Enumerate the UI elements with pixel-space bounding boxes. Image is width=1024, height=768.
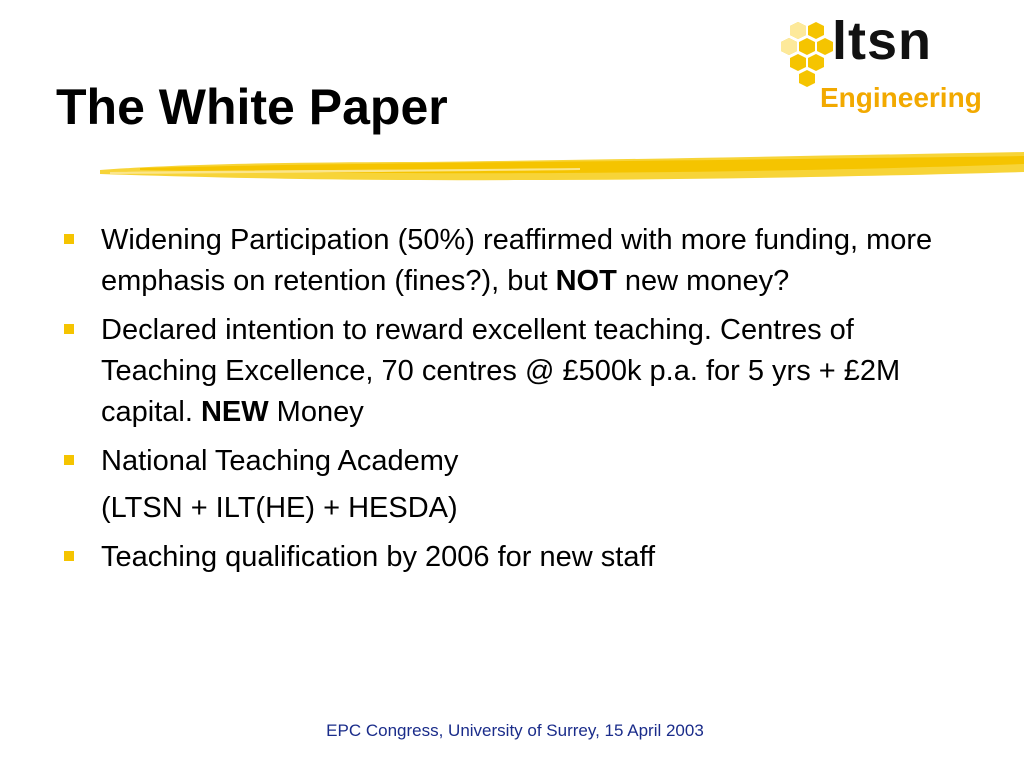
bullet-text: Teaching qualification by 2006 for new staff bbox=[101, 541, 656, 573]
bullet-emphasis: NEW bbox=[200, 396, 269, 428]
bullet-emphasis: NOT bbox=[555, 265, 617, 297]
slide-title: The White Paper bbox=[56, 79, 448, 135]
bullet-marker-icon bbox=[64, 324, 74, 334]
ltsn-engineering-logo bbox=[780, 11, 1010, 122]
bullet-text: new money? bbox=[616, 265, 790, 297]
bullet-item bbox=[62, 441, 962, 482]
bullet-marker-icon bbox=[64, 551, 74, 561]
bullet-continuation bbox=[62, 488, 962, 529]
bullet-text: Widening Participation (50%) reaffirmed with more funding, more emphasis on retention (fines?), but bbox=[101, 224, 933, 297]
bullet-text: (LTSN + ILT(HE) + HESDA) bbox=[101, 492, 458, 524]
bullet-marker-icon bbox=[64, 455, 74, 465]
bullet-marker-icon bbox=[64, 234, 74, 244]
logo-subtitle: Engineering bbox=[820, 82, 982, 113]
bullet-list bbox=[62, 220, 962, 586]
bullet-text: Declared intention to reward excellent teaching. Centres of Teaching Excellence, 70 centres @ £500k p.a. for 5 yrs + £2M capital. bbox=[101, 314, 901, 428]
bullet-item bbox=[62, 220, 962, 302]
bullet-text: Money bbox=[268, 396, 364, 428]
bullet-item bbox=[62, 310, 962, 433]
bullet-item bbox=[62, 537, 962, 578]
title-underline-brush bbox=[100, 150, 1024, 186]
slide-footer: EPC Congress, University of Surrey, 15 April 2003 bbox=[326, 721, 704, 740]
bullet-text: National Teaching Academy bbox=[101, 445, 459, 477]
logo-wordmark: ltsn bbox=[832, 11, 933, 71]
